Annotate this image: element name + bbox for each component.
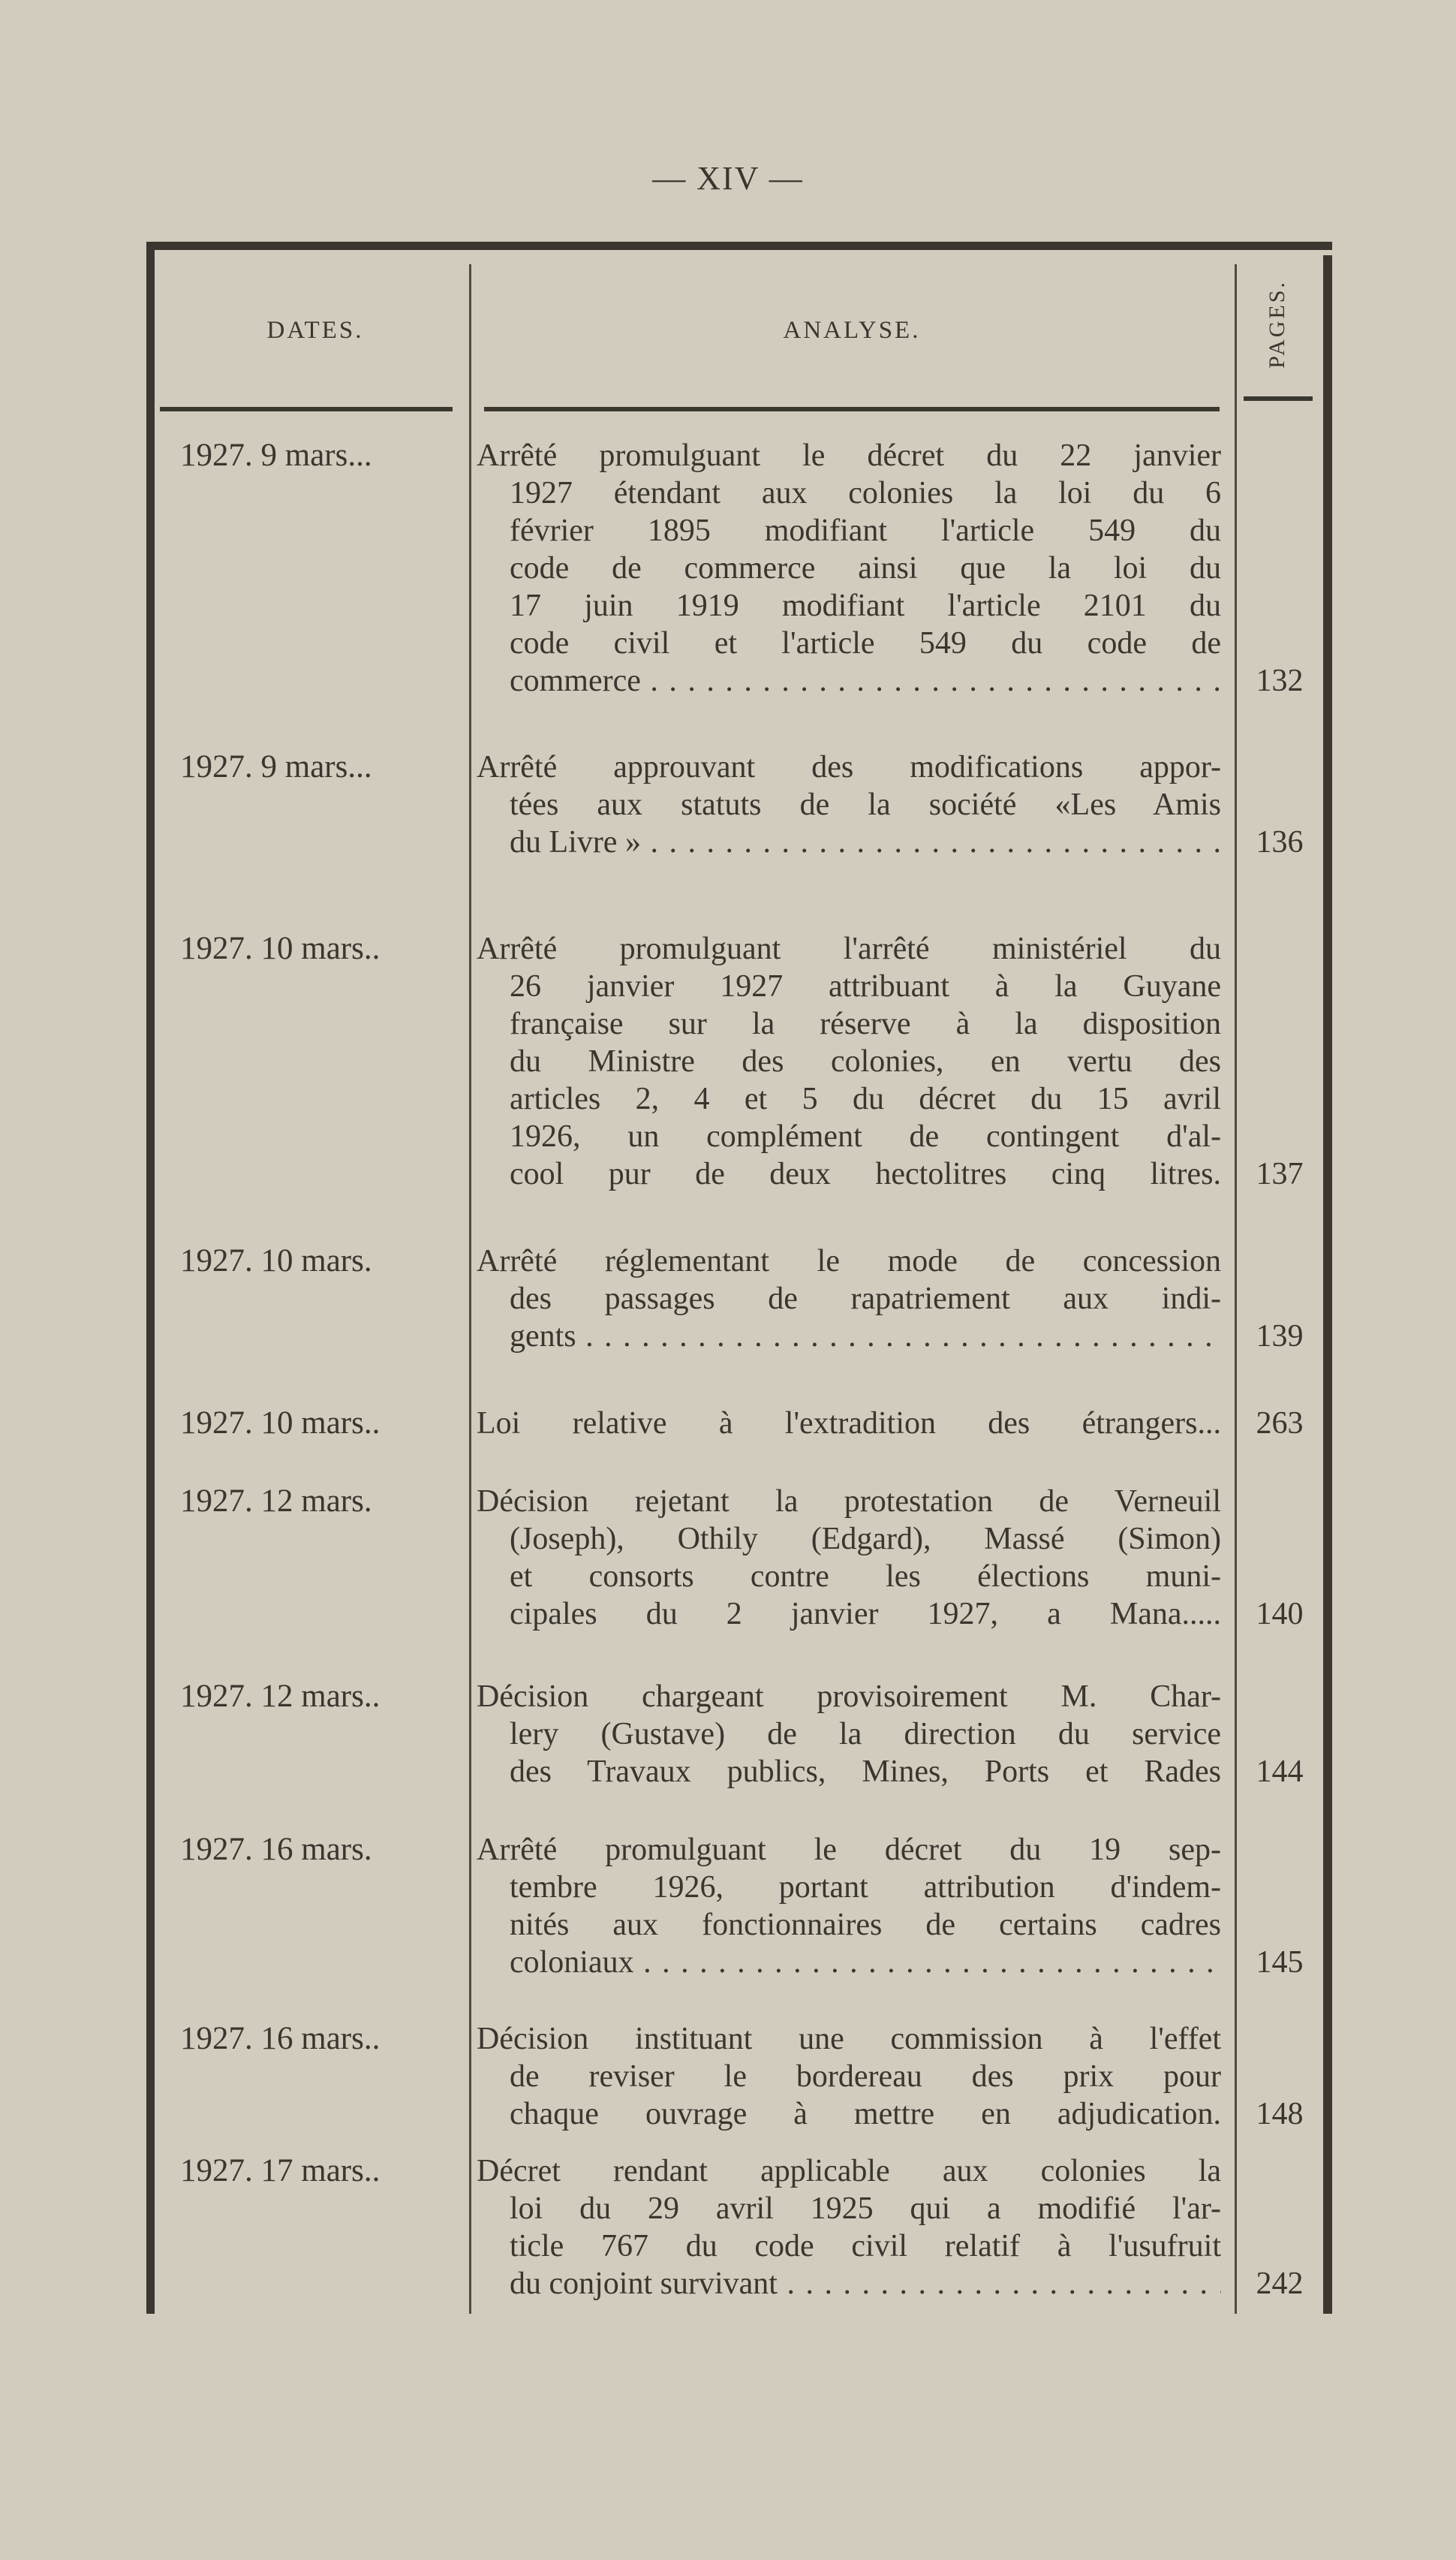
entry-page-number: 140	[1256, 1597, 1304, 1631]
entry-date: 1927. 12 mars..	[180, 1679, 381, 1714]
analysis-line: de reviser le bordereau des prix pour	[510, 2059, 1221, 2094]
entry-analysis	[477, 748, 1221, 861]
analysis-line: et consorts contre les élections muni-	[510, 1559, 1221, 1594]
header-rule-dates	[160, 407, 453, 411]
analysis-line: du Livre » . . .	[477, 824, 1221, 861]
index-table	[146, 242, 1332, 2314]
analysis-line: des Travaux publics, Mines, Ports et Rades	[510, 1754, 1221, 1789]
analysis-line: commerce . . .	[477, 662, 1221, 700]
entry-page-number: 144	[1256, 1754, 1304, 1789]
analysis-line: lery (Gustave) de la direction du service	[510, 1717, 1221, 1751]
analysis-line: Décision chargeant provisoirement M. Char-	[477, 1679, 1221, 1714]
analysis-line: française sur la réserve à la disposition	[510, 1007, 1221, 1041]
header-analyse: ANALYSE.	[783, 317, 921, 344]
entry-date: 1927. 10 mars..	[180, 931, 381, 966]
analysis-line: cool pur de deux hectolitres cinq litres.	[510, 1157, 1221, 1191]
entry-page-number: 148	[1256, 2097, 1304, 2131]
analysis-line: des passages de rapatriement aux indi-	[510, 1282, 1221, 1316]
entry-page-number: 139	[1256, 1319, 1304, 1354]
entry-page-number: 136	[1256, 825, 1304, 860]
entry-date: 1927. 16 mars..	[180, 2021, 381, 2056]
entry-analysis	[477, 2152, 1221, 2302]
analysis-line: 17 juin 1919 modifiant l'article 2101 du	[510, 589, 1221, 623]
entry-page-number: 145	[1256, 1945, 1304, 1980]
entry-page-number: 263	[1256, 1406, 1304, 1441]
table-top-rule	[146, 242, 1332, 250]
analysis-line: Décret rendant applicable aux colonies la	[477, 2154, 1221, 2188]
analysis-line: nités aux fonctionnaires de certains cadres	[510, 1908, 1221, 1942]
analysis-line: cipales du 2 janvier 1927, a Mana.....	[510, 1597, 1221, 1631]
analysis-line: Décision rejetant la protestation de Verneuil	[477, 1484, 1221, 1519]
analysis-line: février 1895 modifiant l'article 549 du	[510, 514, 1221, 548]
header-dates: DATES.	[266, 317, 364, 344]
entry-date: 1927. 16 mars.	[180, 1832, 372, 1867]
column-divider-pages	[1235, 264, 1237, 2314]
table-left-rule	[146, 242, 155, 2314]
analysis-line: chaque ouvrage à mettre en adjudication.	[510, 2097, 1221, 2131]
header-rule-pages	[1244, 396, 1313, 401]
analysis-line: gents . . .	[477, 1318, 1221, 1355]
entry-analysis	[477, 1242, 1221, 1355]
entry-date: 1927. 10 mars.	[180, 1243, 372, 1278]
analysis-line: (Joseph), Othily (Edgard), Massé (Simon)	[510, 1522, 1221, 1556]
entry-date: 1927. 10 mars..	[180, 1405, 381, 1441]
analysis-line: du Ministre des colonies, en vertu des	[510, 1044, 1221, 1079]
entry-date: 1927. 9 mars...	[180, 749, 372, 785]
analysis-line: ticle 767 du code civil relatif à l'usufruit	[510, 2229, 1221, 2263]
header-pages	[1244, 261, 1311, 388]
analysis-line: Loi relative à l'extradition des étrangers...	[477, 1406, 1221, 1441]
entry-analysis	[477, 930, 1221, 1193]
analysis-line: du conjoint survivant . . .	[477, 2265, 1221, 2302]
analysis-line: Arrêté promulguant l'arrêté ministériel du	[477, 932, 1221, 966]
entry-date: 1927. 9 mars...	[180, 438, 372, 473]
analysis-line: Arrêté promulguant le décret du 22 janvier	[477, 438, 1221, 473]
entry-analysis	[477, 1831, 1221, 1981]
analysis-line: 1927 étendant aux colonies la loi du 6	[510, 476, 1221, 510]
entry-page-number: 132	[1256, 664, 1304, 698]
entry-analysis	[477, 1483, 1221, 1633]
entry-date: 1927. 17 mars..	[180, 2153, 381, 2188]
entry-analysis	[477, 2020, 1221, 2133]
entry-analysis	[477, 437, 1221, 700]
analysis-line: 1926, un complément de contingent d'al-	[510, 1119, 1221, 1154]
analysis-line: loi du 29 avril 1925 qui a modifié l'ar-	[510, 2191, 1221, 2226]
entry-page-number: 137	[1256, 1157, 1304, 1191]
analysis-line: Décision instituant une commission à l'effet	[477, 2022, 1221, 2056]
analysis-line: Arrêté promulguant le décret du 19 sep-	[477, 1833, 1221, 1867]
analysis-line: Arrêté réglementant le mode de concession	[477, 1244, 1221, 1278]
column-divider-dates	[469, 264, 471, 2314]
analysis-line: coloniaux . . .	[477, 1944, 1221, 1981]
analysis-line: code civil et l'article 549 du code de	[510, 626, 1221, 661]
entry-analysis	[477, 1678, 1221, 1790]
header-rule-analyse	[484, 407, 1220, 411]
table-right-rule	[1323, 255, 1332, 2314]
analysis-line: tembre 1926, portant attribution d'indem-	[510, 1870, 1221, 1905]
analysis-line: 26 janvier 1927 attribuant à la Guyane	[510, 969, 1221, 1004]
header-pages-label: PAGES.	[1265, 280, 1289, 369]
entry-date: 1927. 12 mars.	[180, 1483, 372, 1519]
page-header: — XIV —	[652, 160, 804, 197]
analysis-line: tées aux statuts de la société «Les Amis	[510, 788, 1221, 822]
analysis-line: articles 2, 4 et 5 du décret du 15 avril	[510, 1082, 1221, 1116]
analysis-line: code de commerce ainsi que la loi du	[510, 551, 1221, 586]
analysis-line: Arrêté approuvant des modifications appor-	[477, 750, 1221, 785]
entry-page-number: 242	[1256, 2266, 1304, 2301]
entry-analysis	[477, 1405, 1221, 1442]
